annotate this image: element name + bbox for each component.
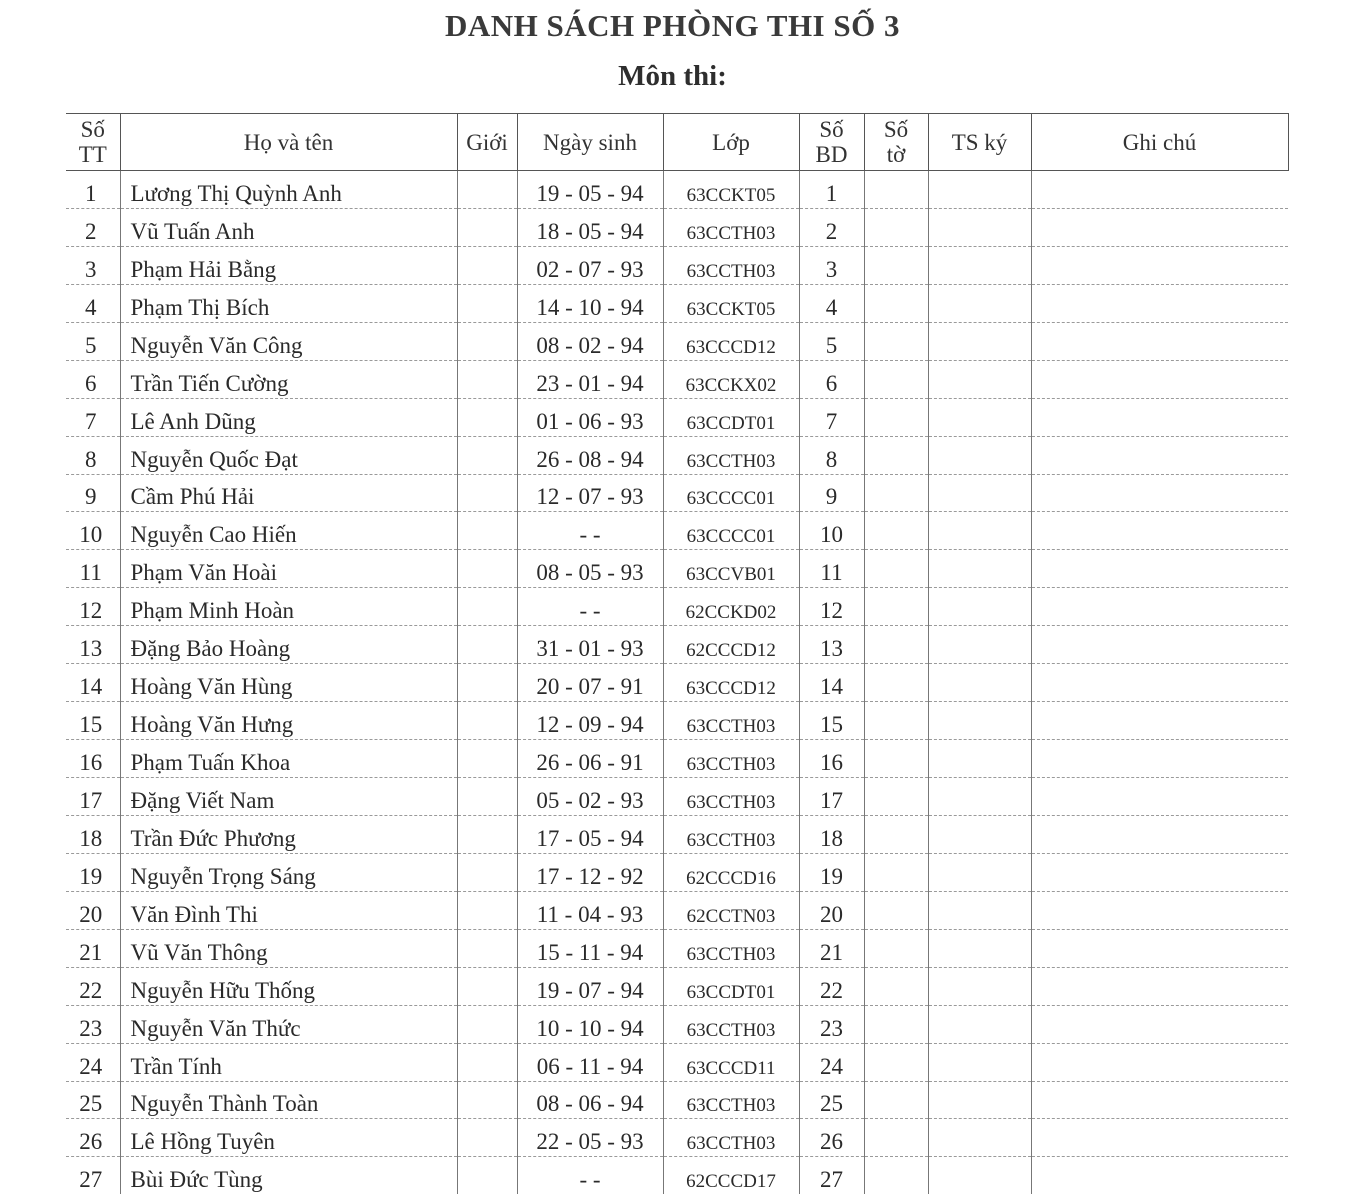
row-note xyxy=(1031,246,1288,284)
table-row xyxy=(66,740,1288,778)
row-stt: 15 xyxy=(66,702,120,740)
row-gender xyxy=(457,853,517,891)
row-sbd: 18 xyxy=(799,815,864,853)
row-sheets xyxy=(864,853,928,891)
row-signature xyxy=(928,815,1031,853)
row-gender xyxy=(457,1081,517,1119)
table-row xyxy=(66,702,1288,740)
row-stt: 24 xyxy=(66,1043,120,1081)
row-note xyxy=(1031,967,1288,1005)
row-dob: 12 - 07 - 93 xyxy=(517,474,663,512)
row-gender xyxy=(457,778,517,816)
row-stt: 9 xyxy=(66,474,120,512)
row-name: Bùi Đức Tùng xyxy=(120,1157,457,1194)
row-stt: 4 xyxy=(66,284,120,322)
row-class: 63CCCD12 xyxy=(663,664,799,702)
row-signature xyxy=(928,1043,1031,1081)
row-note xyxy=(1031,1081,1288,1119)
table-row xyxy=(66,550,1288,588)
table-body xyxy=(66,171,1288,1195)
row-gender xyxy=(457,284,517,322)
row-class: 63CCTH03 xyxy=(663,740,799,778)
row-signature xyxy=(928,929,1031,967)
row-signature xyxy=(928,474,1031,512)
row-name: Nguyễn Thành Toàn xyxy=(120,1081,457,1119)
row-note xyxy=(1031,1157,1288,1194)
row-sheets xyxy=(864,436,928,474)
row-class: 63CCTH03 xyxy=(663,702,799,740)
row-sheets xyxy=(864,1081,928,1119)
row-class: 63CCDT01 xyxy=(663,967,799,1005)
row-sheets xyxy=(864,778,928,816)
row-sbd: 21 xyxy=(799,929,864,967)
row-signature xyxy=(928,512,1031,550)
row-sheets xyxy=(864,1119,928,1157)
row-sheets xyxy=(864,664,928,702)
header-sbd: Số BD xyxy=(799,114,864,171)
table-row xyxy=(66,967,1288,1005)
row-name: Vũ Tuấn Anh xyxy=(120,208,457,246)
row-class: 63CCTH03 xyxy=(663,208,799,246)
table-row xyxy=(66,436,1288,474)
header-signature: TS ký xyxy=(928,114,1031,171)
row-name: Phạm Thị Bích xyxy=(120,284,457,322)
row-stt: 1 xyxy=(66,171,120,209)
row-stt: 23 xyxy=(66,1005,120,1043)
row-signature xyxy=(928,626,1031,664)
row-sheets xyxy=(864,360,928,398)
row-class: 62CCCD16 xyxy=(663,853,799,891)
table-row xyxy=(66,1043,1288,1081)
row-note xyxy=(1031,398,1288,436)
row-note xyxy=(1031,1119,1288,1157)
row-gender xyxy=(457,1005,517,1043)
row-stt: 2 xyxy=(66,208,120,246)
row-gender xyxy=(457,550,517,588)
row-stt: 12 xyxy=(66,588,120,626)
row-signature xyxy=(928,208,1031,246)
header-class: Lớp xyxy=(663,114,799,171)
row-gender xyxy=(457,398,517,436)
row-dob: 20 - 07 - 91 xyxy=(517,664,663,702)
row-sheets xyxy=(864,588,928,626)
row-class: 63CCVB01 xyxy=(663,550,799,588)
row-sheets xyxy=(864,891,928,929)
row-signature xyxy=(928,284,1031,322)
row-sbd: 23 xyxy=(799,1005,864,1043)
table-row xyxy=(66,474,1288,512)
exam-subject-label: Môn thi: xyxy=(618,60,727,92)
row-class: 63CCCC01 xyxy=(663,474,799,512)
row-note xyxy=(1031,1043,1288,1081)
row-sheets xyxy=(864,702,928,740)
row-signature xyxy=(928,1119,1031,1157)
row-stt: 10 xyxy=(66,512,120,550)
row-signature xyxy=(928,664,1031,702)
row-note xyxy=(1031,891,1288,929)
row-gender xyxy=(457,436,517,474)
row-stt: 14 xyxy=(66,664,120,702)
row-note xyxy=(1031,740,1288,778)
row-signature xyxy=(928,360,1031,398)
row-sbd: 4 xyxy=(799,284,864,322)
row-dob: 15 - 11 - 94 xyxy=(517,929,663,967)
row-name: Vũ Văn Thông xyxy=(120,929,457,967)
row-stt: 19 xyxy=(66,853,120,891)
row-gender xyxy=(457,740,517,778)
row-gender xyxy=(457,512,517,550)
table-row xyxy=(66,929,1288,967)
row-sheets xyxy=(864,171,928,209)
row-stt: 26 xyxy=(66,1119,120,1157)
row-gender xyxy=(457,929,517,967)
row-class: 63CCTH03 xyxy=(663,778,799,816)
row-dob: 31 - 01 - 93 xyxy=(517,626,663,664)
row-class: 63CCTH03 xyxy=(663,815,799,853)
row-stt: 6 xyxy=(66,360,120,398)
table-row xyxy=(66,626,1288,664)
row-sheets xyxy=(864,550,928,588)
row-signature xyxy=(928,778,1031,816)
row-note xyxy=(1031,815,1288,853)
row-sbd: 13 xyxy=(799,626,864,664)
table-row xyxy=(66,853,1288,891)
row-sheets xyxy=(864,208,928,246)
row-class: 63CCTH03 xyxy=(663,436,799,474)
row-dob: - - xyxy=(517,1157,663,1194)
row-signature xyxy=(928,1081,1031,1119)
row-class: 63CCTH03 xyxy=(663,1005,799,1043)
row-name: Nguyễn Văn Công xyxy=(120,322,457,360)
row-sheets xyxy=(864,322,928,360)
row-dob: 17 - 12 - 92 xyxy=(517,853,663,891)
table-row xyxy=(66,815,1288,853)
row-dob: - - xyxy=(517,512,663,550)
row-name: Trần Đức Phương xyxy=(120,815,457,853)
row-sbd: 15 xyxy=(799,702,864,740)
row-sheets xyxy=(864,284,928,322)
row-note xyxy=(1031,626,1288,664)
header-name: Họ và tên xyxy=(120,114,457,171)
row-name: Phạm Văn Hoài xyxy=(120,550,457,588)
row-sheets xyxy=(864,1005,928,1043)
row-dob: 18 - 05 - 94 xyxy=(517,208,663,246)
row-sheets xyxy=(864,626,928,664)
row-sheets xyxy=(864,929,928,967)
row-dob: 06 - 11 - 94 xyxy=(517,1043,663,1081)
row-dob: 14 - 10 - 94 xyxy=(517,284,663,322)
row-sbd: 3 xyxy=(799,246,864,284)
row-note xyxy=(1031,436,1288,474)
row-note xyxy=(1031,474,1288,512)
row-sheets xyxy=(864,512,928,550)
row-note xyxy=(1031,360,1288,398)
row-note xyxy=(1031,702,1288,740)
table-row xyxy=(66,360,1288,398)
row-sbd: 10 xyxy=(799,512,864,550)
row-name: Nguyễn Văn Thức xyxy=(120,1005,457,1043)
row-sbd: 8 xyxy=(799,436,864,474)
row-signature xyxy=(928,702,1031,740)
row-name: Cầm Phú Hải xyxy=(120,474,457,512)
row-sbd: 6 xyxy=(799,360,864,398)
row-name: Trần Tiến Cường xyxy=(120,360,457,398)
row-name: Trần Tính xyxy=(120,1043,457,1081)
table-row xyxy=(66,398,1288,436)
row-sbd: 22 xyxy=(799,967,864,1005)
row-stt: 17 xyxy=(66,778,120,816)
row-class: 63CCTH03 xyxy=(663,1119,799,1157)
row-dob: 08 - 06 - 94 xyxy=(517,1081,663,1119)
row-stt: 20 xyxy=(66,891,120,929)
row-note xyxy=(1031,664,1288,702)
row-dob: 22 - 05 - 93 xyxy=(517,1119,663,1157)
row-note xyxy=(1031,208,1288,246)
row-sbd: 26 xyxy=(799,1119,864,1157)
row-name: Nguyễn Cao Hiến xyxy=(120,512,457,550)
row-class: 62CCKD02 xyxy=(663,588,799,626)
row-sbd: 7 xyxy=(799,398,864,436)
row-stt: 27 xyxy=(66,1157,120,1194)
row-note xyxy=(1031,171,1288,209)
row-note xyxy=(1031,929,1288,967)
row-signature xyxy=(928,171,1031,209)
row-dob: 26 - 08 - 94 xyxy=(517,436,663,474)
row-gender xyxy=(457,1157,517,1194)
table-row xyxy=(66,588,1288,626)
header-sheets: Số tờ xyxy=(864,114,928,171)
row-name: Đặng Viết Nam xyxy=(120,778,457,816)
row-gender xyxy=(457,891,517,929)
row-class: 62CCTN03 xyxy=(663,891,799,929)
row-signature xyxy=(928,550,1031,588)
row-class: 62CCCD17 xyxy=(663,1157,799,1194)
page-title: DANH SÁCH PHÒNG THI SỐ 3 xyxy=(445,8,900,43)
row-sbd: 5 xyxy=(799,322,864,360)
row-gender xyxy=(457,1119,517,1157)
row-dob: 10 - 10 - 94 xyxy=(517,1005,663,1043)
row-sbd: 24 xyxy=(799,1043,864,1081)
row-dob: 11 - 04 - 93 xyxy=(517,891,663,929)
row-dob: 19 - 05 - 94 xyxy=(517,171,663,209)
row-class: 63CCCD11 xyxy=(663,1043,799,1081)
table-header-row xyxy=(66,114,1288,171)
row-gender xyxy=(457,626,517,664)
row-signature xyxy=(928,740,1031,778)
row-stt: 5 xyxy=(66,322,120,360)
table-row xyxy=(66,1119,1288,1157)
row-gender xyxy=(457,474,517,512)
row-sbd: 17 xyxy=(799,778,864,816)
row-name: Nguyễn Hữu Thống xyxy=(120,967,457,1005)
row-gender xyxy=(457,815,517,853)
row-name: Phạm Hải Bằng xyxy=(120,246,457,284)
row-sbd: 1 xyxy=(799,171,864,209)
row-signature xyxy=(928,1157,1031,1194)
row-class: 63CCKT05 xyxy=(663,284,799,322)
row-dob: 01 - 06 - 93 xyxy=(517,398,663,436)
row-sbd: 20 xyxy=(799,891,864,929)
row-stt: 8 xyxy=(66,436,120,474)
row-dob: 23 - 01 - 94 xyxy=(517,360,663,398)
row-class: 63CCCD12 xyxy=(663,322,799,360)
row-sbd: 19 xyxy=(799,853,864,891)
row-sbd: 2 xyxy=(799,208,864,246)
row-note xyxy=(1031,778,1288,816)
row-gender xyxy=(457,702,517,740)
row-signature xyxy=(928,246,1031,284)
row-sbd: 25 xyxy=(799,1081,864,1119)
row-name: Hoàng Văn Hưng xyxy=(120,702,457,740)
row-name: Nguyễn Trọng Sáng xyxy=(120,853,457,891)
row-gender xyxy=(457,1043,517,1081)
row-gender xyxy=(457,664,517,702)
row-signature xyxy=(928,967,1031,1005)
row-stt: 11 xyxy=(66,550,120,588)
row-note xyxy=(1031,853,1288,891)
table-row xyxy=(66,891,1288,929)
row-gender xyxy=(457,322,517,360)
row-gender xyxy=(457,360,517,398)
header-stt: Số TT xyxy=(66,114,120,171)
row-stt: 13 xyxy=(66,626,120,664)
row-dob: 08 - 05 - 93 xyxy=(517,550,663,588)
row-stt: 7 xyxy=(66,398,120,436)
row-dob: 19 - 07 - 94 xyxy=(517,967,663,1005)
row-signature xyxy=(928,436,1031,474)
row-stt: 22 xyxy=(66,967,120,1005)
row-sbd: 9 xyxy=(799,474,864,512)
row-signature xyxy=(928,398,1031,436)
row-name: Lê Hồng Tuyên xyxy=(120,1119,457,1157)
row-note xyxy=(1031,550,1288,588)
row-sheets xyxy=(864,1157,928,1194)
row-gender xyxy=(457,246,517,284)
row-stt: 16 xyxy=(66,740,120,778)
row-gender xyxy=(457,967,517,1005)
row-name: Hoàng Văn Hùng xyxy=(120,664,457,702)
row-signature xyxy=(928,588,1031,626)
row-class: 62CCCD12 xyxy=(663,626,799,664)
table-row xyxy=(66,512,1288,550)
row-name: Phạm Tuấn Khoa xyxy=(120,740,457,778)
table-row xyxy=(66,1157,1288,1194)
row-class: 63CCTH03 xyxy=(663,929,799,967)
row-name: Phạm Minh Hoàn xyxy=(120,588,457,626)
header-dob: Ngày sinh xyxy=(517,114,663,171)
row-note xyxy=(1031,588,1288,626)
row-sheets xyxy=(864,967,928,1005)
exam-room-table xyxy=(66,113,1289,1194)
table-row xyxy=(66,322,1288,360)
row-signature xyxy=(928,891,1031,929)
row-note xyxy=(1031,1005,1288,1043)
row-dob: 26 - 06 - 91 xyxy=(517,740,663,778)
row-signature xyxy=(928,322,1031,360)
row-sbd: 14 xyxy=(799,664,864,702)
row-class: 63CCKX02 xyxy=(663,360,799,398)
row-name: Đặng Bảo Hoàng xyxy=(120,626,457,664)
table-row xyxy=(66,664,1288,702)
table-row xyxy=(66,171,1288,209)
row-class: 63CCTH03 xyxy=(663,1081,799,1119)
row-sbd: 27 xyxy=(799,1157,864,1194)
table-row xyxy=(66,208,1288,246)
row-stt: 25 xyxy=(66,1081,120,1119)
row-sheets xyxy=(864,398,928,436)
row-class: 63CCDT01 xyxy=(663,398,799,436)
row-name: Lê Anh Dũng xyxy=(120,398,457,436)
row-note xyxy=(1031,322,1288,360)
table-row xyxy=(66,246,1288,284)
row-gender xyxy=(457,588,517,626)
row-sheets xyxy=(864,740,928,778)
table-row xyxy=(66,1081,1288,1119)
row-dob: 08 - 02 - 94 xyxy=(517,322,663,360)
table-row xyxy=(66,1005,1288,1043)
header-gender: Giới xyxy=(457,114,517,171)
row-class: 63CCCC01 xyxy=(663,512,799,550)
row-sheets xyxy=(864,1043,928,1081)
row-dob: 12 - 09 - 94 xyxy=(517,702,663,740)
row-note xyxy=(1031,284,1288,322)
row-dob: 05 - 02 - 93 xyxy=(517,778,663,816)
row-sheets xyxy=(864,246,928,284)
row-sheets xyxy=(864,815,928,853)
header-note: Ghi chú xyxy=(1031,114,1288,171)
row-name: Nguyễn Quốc Đạt xyxy=(120,436,457,474)
row-note xyxy=(1031,512,1288,550)
row-stt: 18 xyxy=(66,815,120,853)
row-dob: 02 - 07 - 93 xyxy=(517,246,663,284)
row-gender xyxy=(457,171,517,209)
row-stt: 3 xyxy=(66,246,120,284)
row-signature xyxy=(928,1005,1031,1043)
row-gender xyxy=(457,208,517,246)
row-dob: 17 - 05 - 94 xyxy=(517,815,663,853)
row-sheets xyxy=(864,474,928,512)
row-stt: 21 xyxy=(66,929,120,967)
row-dob: - - xyxy=(517,588,663,626)
table-row xyxy=(66,778,1288,816)
row-name: Lương Thị Quỳnh Anh xyxy=(120,171,457,209)
row-signature xyxy=(928,853,1031,891)
table-row xyxy=(66,284,1288,322)
row-class: 63CCKT05 xyxy=(663,171,799,209)
row-name: Văn Đình Thi xyxy=(120,891,457,929)
row-sbd: 16 xyxy=(799,740,864,778)
row-sbd: 11 xyxy=(799,550,864,588)
row-class: 63CCTH03 xyxy=(663,246,799,284)
row-sbd: 12 xyxy=(799,588,864,626)
